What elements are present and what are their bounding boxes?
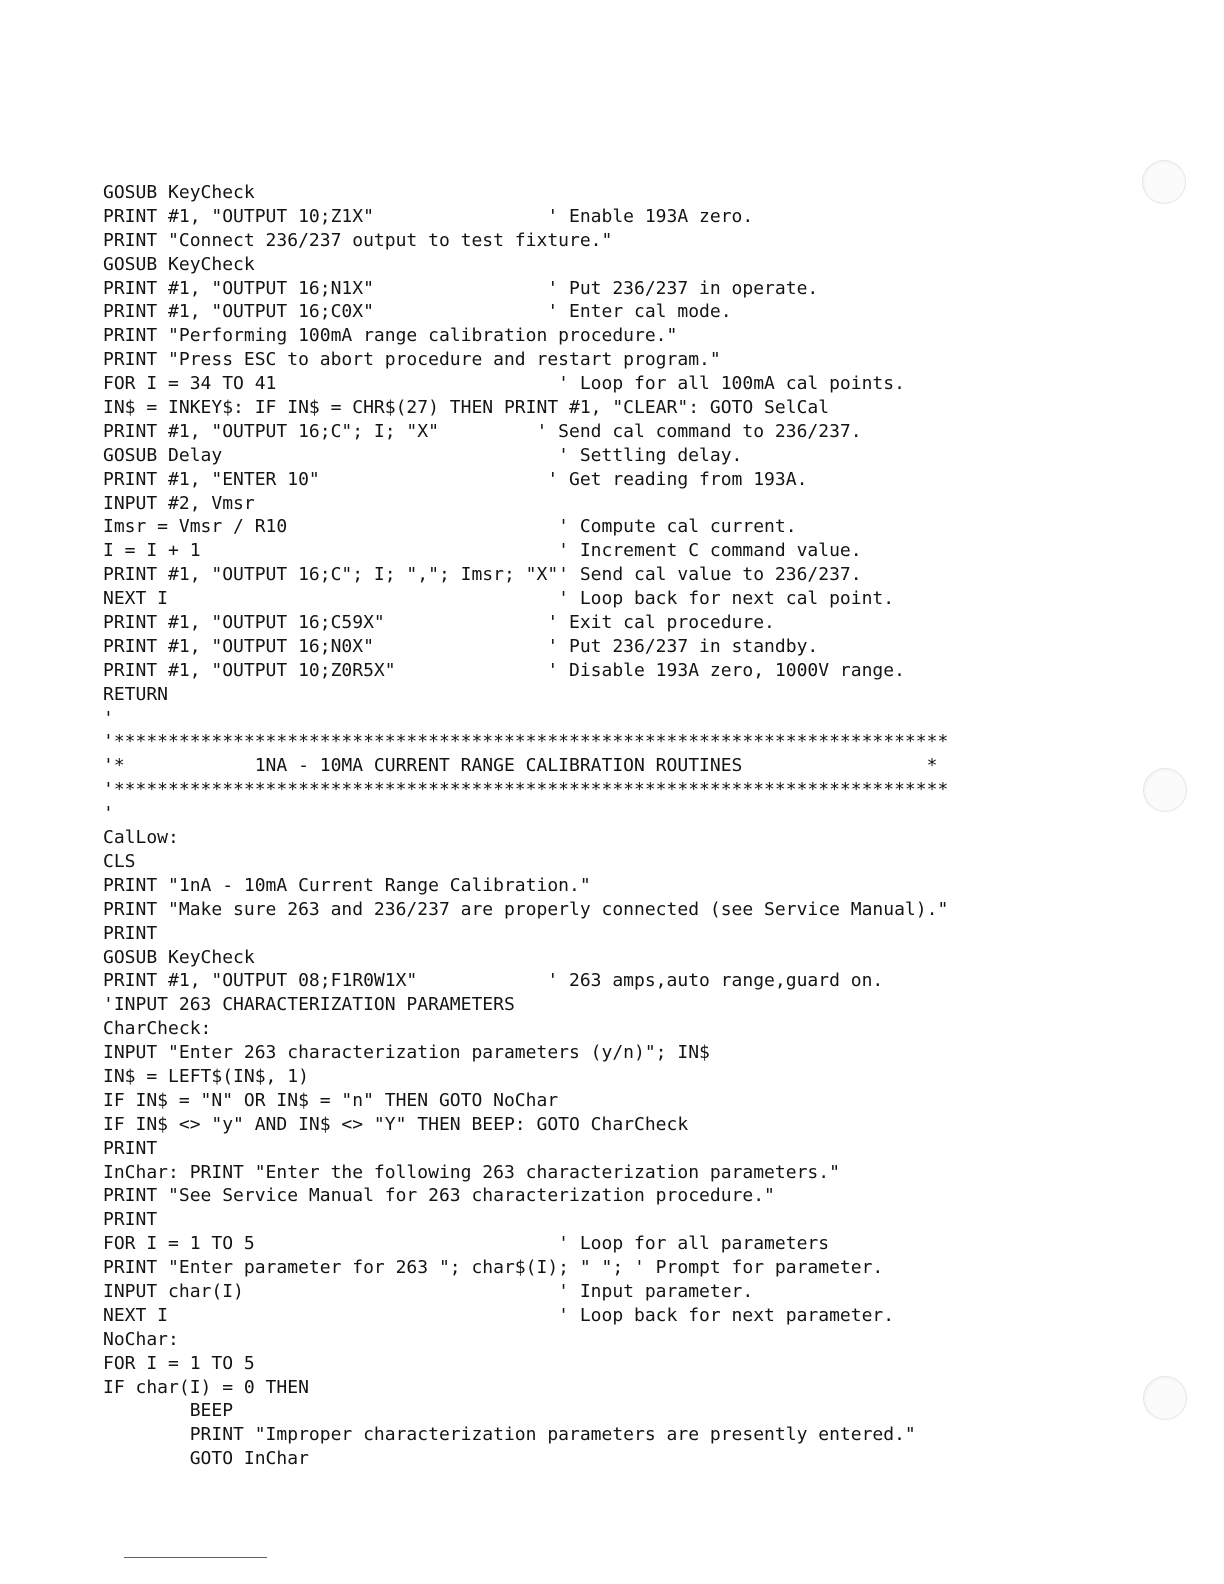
code-line: FOR I = 1 TO 5	[103, 1352, 255, 1374]
code-line: INPUT #2, Vmsr	[103, 492, 255, 514]
code-line: PRINT "See Service Manual for 263 characterization procedure."	[103, 1185, 775, 1207]
code-line: GOSUB Delay ' Settling delay.	[103, 444, 743, 466]
code-line: PRINT #1, "OUTPUT 10;Z1X" ' Enable 193A zero.	[103, 205, 754, 227]
code-line: '*****************************************************************************	[103, 779, 949, 801]
punch-hole-bottom	[1143, 1376, 1187, 1420]
code-line: PRINT	[103, 1137, 158, 1159]
code-line: '	[103, 707, 114, 729]
code-line: PRINT "Press ESC to abort procedure and restart program."	[103, 349, 721, 371]
code-line: PRINT #1, "OUTPUT 08;F1R0W1X" ' 263 amps,auto range,guard on.	[103, 970, 884, 992]
code-line: PRINT #1, "OUTPUT 16;C"; I; ","; Imsr; "X"' Send cal value to 236/237.	[103, 564, 862, 586]
code-line: PRINT "Performing 100mA range calibration procedure."	[103, 325, 678, 347]
code-line: INPUT "Enter 263 characterization parameters (y/n)"; IN$	[103, 1042, 710, 1064]
code-line: PRINT "Connect 236/237 output to test fixture."	[103, 229, 613, 251]
code-line: GOTO InChar	[103, 1448, 309, 1470]
code-line: '* 1NA - 10MA CURRENT RANGE CALIBRATION ROUTINES *	[103, 755, 938, 777]
code-line: PRINT "1nA - 10mA Current Range Calibration."	[103, 874, 591, 896]
code-line: PRINT #1, "OUTPUT 10;Z0R5X" ' Disable 193A zero, 1000V range.	[103, 659, 905, 681]
code-line: PRINT "Make sure 263 and 236/237 are properly connected (see Service Manual)."	[103, 898, 949, 920]
punch-hole-top	[1142, 160, 1186, 204]
code-line: BEEP	[103, 1400, 234, 1422]
code-line: CharCheck:	[103, 1018, 212, 1040]
code-line: FOR I = 1 TO 5 ' Loop for all parameters	[103, 1233, 830, 1255]
code-line: NEXT I ' Loop back for next cal point.	[103, 588, 895, 610]
code-line: INPUT char(I) ' Input parameter.	[103, 1280, 754, 1302]
code-line: InChar: PRINT "Enter the following 263 characterization parameters."	[103, 1161, 840, 1183]
code-line: FOR I = 34 TO 41 ' Loop for all 100mA cal points.	[103, 373, 905, 395]
code-line: 'INPUT 263 CHARACTERIZATION PARAMETERS	[103, 994, 515, 1016]
code-line: CalLow:	[103, 827, 179, 849]
code-line: IF IN$ <> "y" AND IN$ <> "Y" THEN BEEP: GOTO CharCheck	[103, 1113, 689, 1135]
code-line: NEXT I ' Loop back for next parameter.	[103, 1304, 895, 1326]
code-line: PRINT #1, "ENTER 10" ' Get reading from 193A.	[103, 468, 808, 490]
code-line: PRINT #1, "OUTPUT 16;C0X" ' Enter cal mode.	[103, 301, 732, 323]
code-line: '	[103, 803, 114, 825]
code-line: GOSUB KeyCheck	[103, 182, 255, 203]
punch-hole-middle	[1143, 768, 1187, 812]
code-line: PRINT	[103, 922, 158, 944]
code-line: PRINT #1, "OUTPUT 16;C"; I; "X" ' Send cal command to 236/237.	[103, 420, 862, 442]
code-line: IN$ = LEFT$(IN$, 1)	[103, 1065, 309, 1087]
code-line: PRINT #1, "OUTPUT 16;C59X" ' Exit cal procedure.	[103, 612, 775, 634]
code-line: PRINT "Enter parameter for 263 "; char$(I); " "; ' Prompt for parameter.	[103, 1257, 884, 1279]
code-listing	[103, 181, 1103, 1471]
code-line: IF IN$ = "N" OR IN$ = "n" THEN GOTO NoChar	[103, 1089, 559, 1111]
code-line: IF char(I) = 0 THEN	[103, 1376, 309, 1398]
code-line: RETURN	[103, 683, 169, 705]
code-line: GOSUB KeyCheck	[103, 946, 255, 968]
code-line: PRINT #1, "OUTPUT 16;N0X" ' Put 236/237 in standby.	[103, 635, 819, 657]
footer-rule	[124, 1557, 267, 1558]
code-line: IN$ = INKEY$: IF IN$ = CHR$(27) THEN PRINT #1, "CLEAR": GOTO SelCal	[103, 397, 830, 419]
code-line: PRINT	[103, 1209, 158, 1231]
code-line: NoChar:	[103, 1328, 179, 1350]
code-line: PRINT "Improper characterization parameters are presently entered."	[103, 1424, 916, 1446]
code-line: PRINT #1, "OUTPUT 16;N1X" ' Put 236/237 in operate.	[103, 277, 819, 299]
code-line: GOSUB KeyCheck	[103, 253, 255, 275]
code-line: CLS	[103, 850, 136, 872]
code-line: I = I + 1 ' Increment C command value.	[103, 540, 862, 562]
code-line: Imsr = Vmsr / R10 ' Compute cal current.	[103, 516, 797, 538]
code-line: '*****************************************************************************	[103, 731, 949, 753]
